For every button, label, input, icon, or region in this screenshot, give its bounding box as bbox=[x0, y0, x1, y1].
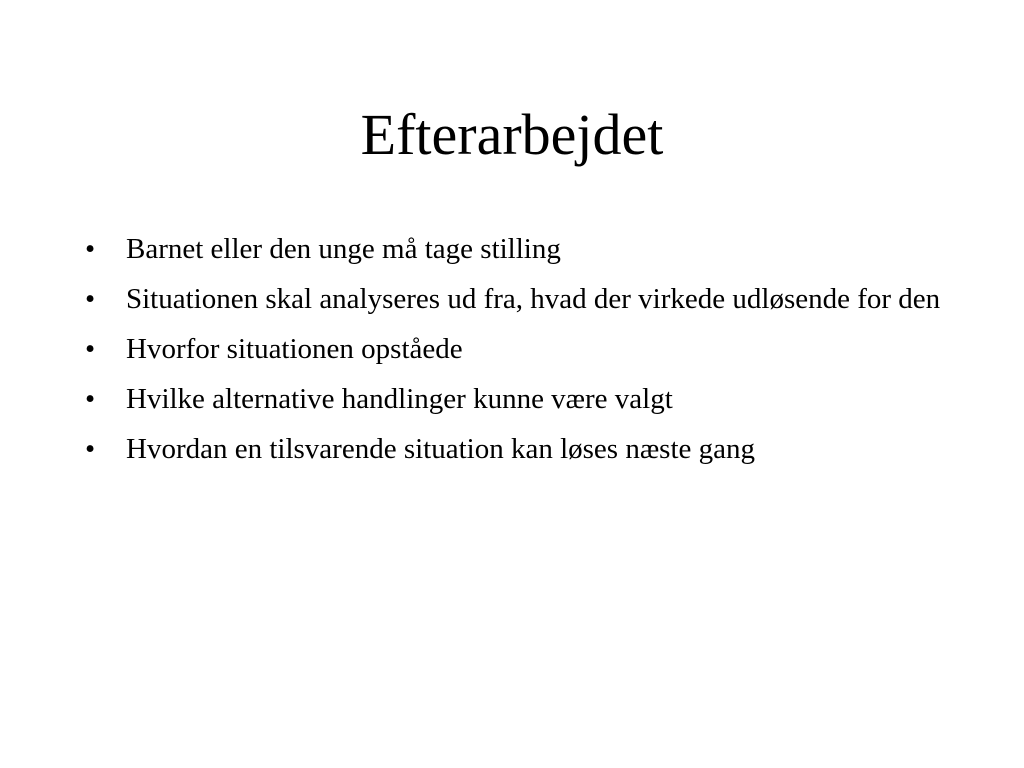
bullet-item bbox=[85, 430, 945, 468]
bullet-marker: • bbox=[85, 283, 96, 315]
bullet-text: Hvorfor situationen opståede bbox=[126, 333, 463, 365]
bullet-item bbox=[85, 330, 945, 368]
bullet-item bbox=[85, 380, 945, 418]
bullet-list bbox=[85, 230, 945, 480]
bullet-marker: • bbox=[85, 333, 96, 365]
bullet-item bbox=[85, 230, 945, 268]
bullet-marker: • bbox=[85, 433, 96, 465]
bullet-item bbox=[85, 280, 945, 318]
bullet-text: Hvordan en tilsvarende situation kan løses næste gang bbox=[126, 433, 756, 465]
slide-title: Efterarbejdet bbox=[360, 102, 664, 167]
bullet-text: Hvilke alternative handlinger kunne være valgt bbox=[126, 383, 673, 415]
bullet-marker: • bbox=[85, 233, 96, 265]
bullet-marker: • bbox=[85, 383, 96, 415]
bullet-text: Situationen skal analyseres ud fra, hvad der virkede udløsende for den bbox=[126, 283, 941, 315]
bullet-text: Barnet eller den unge må tage stilling bbox=[126, 233, 561, 265]
